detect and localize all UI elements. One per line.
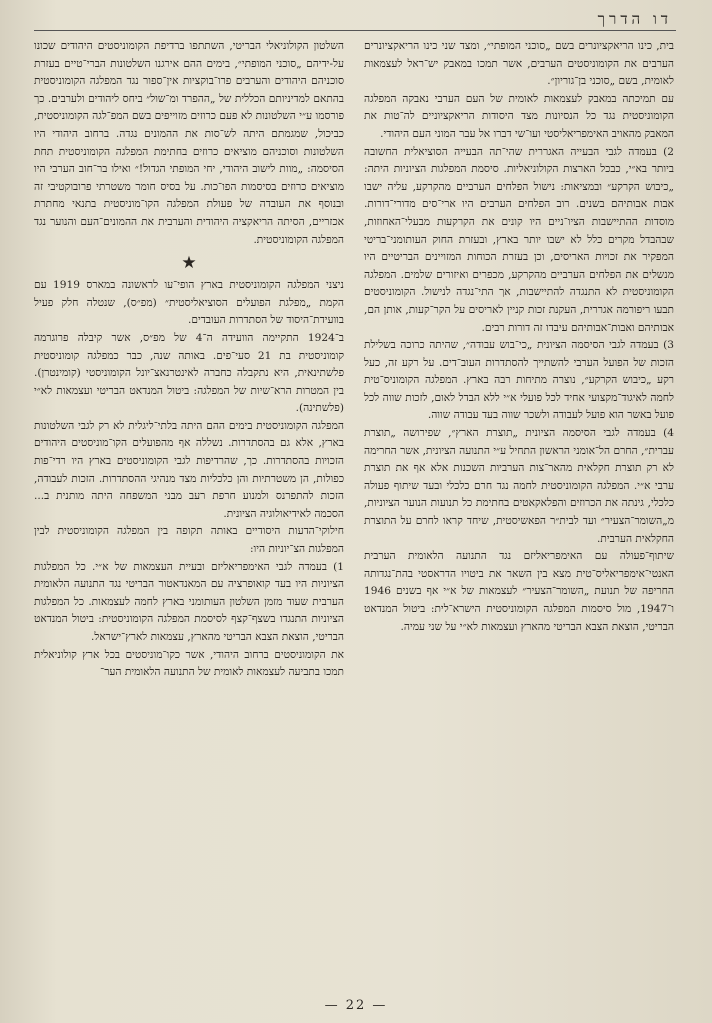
journal-title: דו הדרך <box>597 10 672 28</box>
paragraph: 2) בעמדה לגבי הבעייה האגררית שהי־תה הבעייה הסוציאלית החשובה ביותר בא״י, כבכל הארצות הקולוניאליות. סיסמת המפלגות הציוניות היתה: „כיבוש הקרקע״ ובמציאות: נישול הפלחים הערביים מהקרקע, עליה ישבו אבות אבותיהם בשנים. רוב הפלחים הערבים היו ארי־סים מדורי־דורות. מוסדות ההתיישבות הציו־ניים היו קונים את הקרקעות מבעלי־האחוזות, שבהבדל מקרים כלל לא ישבו יותר בארץ, ובעזרת החוק העותומני־בריטי המפקיר את זכויות האריסים, וכן בעזרת הכוחות המזויינים הבריטיים היו מנשלים את הפלחים הערביים מהקרקע, מכפרים ואיזורים שלמים. המפלגה הקומוניסטית לא התנגדה להתיישבות, אך התי־נגדה לנישול. הקומוניסטים תבעו ריפורמה אגררית, העקנת זכות קניין לאריסים על הקר־קעות, אותן הם, אבותיהם ואבות־אבותיהם עיבדו זה דורות רבים. <box>364 145 674 334</box>
paragraph: חילוקי־הדעות היסודיים באותה תקופה בין המפלגה הקומוניסטית לבין המפלגות הצ־יוניות היו: <box>34 525 344 556</box>
right-column <box>34 38 344 993</box>
paragraph: ב־1924 התקיימה הוועידה ה־4 של מפ״ס, אשר קיבלה פרוגרמה קומוניסטית בת 21 סעי־פים. באותה שנה, כבר כמפלגה קומוניסטית פלשתינאית, היא נתקבלה כחברה לאינטרנאצ־יונל הקומוניסטי (קומינטרן). בין המטרות הרא־שיות של המפלגה: ביטול המנדאט הבריטי ועצמאות לא״י (פלשתינה). <box>34 331 344 415</box>
paragraph: 1) בעמדה לגבי האימפריאליזם ובעיית העצמאות של א״י. כל המפלגות הציוניות היו בעד קואופרציה עם המאנדאטור הבריטי נגד התנועה הלאומית הערבית שעוד מזמן השלטון העותומני בארץ לחמה לעצמאות. כל המפלגות הציוניות התנגדו בשצף־קצף לסיסמת המפלגה הקומוניסטית: ביטול המנדאט הבריטי, הוצאת הצבא הבריטי מהארץ, עצמאות לארץ־ישראל. <box>34 560 344 643</box>
paragraph: עם תמיכתה במאבק לעצמאות לאומית של העם הערבי נאבקה המפלגה הקומוניסטית נגד כל הנסיונות מצד היסודות הריאקציוניים לה־טות את המאבק מהאויב האימפריאליסטי ועו־שי דברו אל עבר המוני העם היהודי. <box>364 92 674 140</box>
page-number: — 22 — <box>324 998 388 1013</box>
left-column <box>364 38 674 993</box>
paragraph: השלטון הקולוניאלי הבריטי, השתתפו ברדיפת הקומוניסטים היהודים שכונו על-ידיהם „סוכני המופתי״, בימים ההם אירגנו השלטונות הברי־טיים בעזרת סוכניהם היהודים והערבים פרו־בוקציות אין־ספור נגד המפלגה הקומוניסטית בהתאם למדיניותם הכללית של „ההפרד ומ־שול״ ביחס ליהודים ולערבים. כך פורסמו ע״י השלטונות לא פעם כרוזים מזוייפים בשם המפ־לגה הקומוניסטית, כביכול, שמגמתם היתה לש־סות את ההמונים נגדה. ברחוב היהודי היו השלטונות וסוכניהם מוציאים כרוזים בחתימת המפלגה הקומוניסטית תחת הסיסמה: „מוות לישוב היהודי, יחי המופתי הגדול!״ ואילו בר־חוב הערבי היו מוציאים כרוזים בסיסמות הפו־כות. על בסיס חומר משטרתי פרובוקטיבי זה ובנוסף את העובדה של פעולת המפלגה הקו־מוניסטית בתנאי מחתרת אכזריים, הסיתה הריאקציה היהודית והערבית את ההמונים־העם והנוער נגד המפלגה הקומוניסטית. <box>34 40 344 246</box>
paragraph: 3) בעמדה לגבי הסיסמה הציונית „כי־בוש עבודה״, שהיתה כרוכה בשלילת הזכות של הפועל הערבי להשתייך להסתדרות העוב־דים. על רקע זה, כעל רקע „כיבוש הקרקע״, נוצרה מתיחות רבה בארץ. המפלגה הקומוניס־טית לחמה לאיגוד־מקצועי אחיד לכל פועלי א״י ללא הבדל לאום, לזכות שווה לכל פועל באשר הוא פועל לעבודה ולשכר שווה בעד עבודה שווה. <box>364 339 674 422</box>
paragraph: ניצני המפלגה הקומוניסטית בארץ הופי־עו לראשונה במארס 1919 עם הקמת „מפלגת הפועלים הסוציאליסטית״ (מפ״ס), שנטלה חלק פעיל בוועידת־היסוד של הסתדרות העובדים. <box>34 279 344 327</box>
paragraph: 4) בעמדה לגבי הסיסמה הציונית „תוצרת הארץ״, שפירושה „תוצרת עברית״, החרם הל־אומני הראשון התחיל ע״י התנועה הציונית, אשר החרימה לא רק תוצרת חקלאית מהאר־צות הערביות השכנות אלא אף את תוצרת ערבי א״י. המפלגה הקומוניסטית לחמה נגד חרם כלכלי ובעד שיתוף פעולה כלכלי, גינתה את הכרוזים והפלאקאטים בחתימת כל תנועות הנוער הציוניות, מ„השומר־הצעיר״ ועד לבית״ר הפאשיסטית, שיחד קראו לחרם על התוצרת החקלאית הערבית. <box>364 427 674 545</box>
paragraph: המפלגה הקומוניסטית בימים ההם היתה בלתי־ליגלית לא רק לגבי השלטונות בארץ, אלא גם בהסתדרות. נשללה אף מהפועלים הקו־מוניסטים היהודים הזכויות בהסתדרות. כך, שהרדיפות לגבי הקומוניסטים בארץ היו רדי־פות כפולות, הן משטרתיות והן כלכליות מצד מנהיגי ההסתדרות. הזכות לעבודה, הזכות להתפרנס ולמנוע חרפת רעב מבני המשפחה היתה מותנית ב... הסכמה לאידיאולוגיה הציונית. <box>34 419 344 520</box>
running-header <box>34 8 676 31</box>
columns <box>34 38 676 993</box>
paragraph: בית, כינו הריאקציונרים בשם „סוכני המופתי״, ומצד שני כינו הריאקציונרים הערבים את הקומוניסטים הערבים, אשר תמכו במאבק יש־ראל לעצמאות לאומית, בשם „סוכני בן־גוריון״. <box>364 40 674 88</box>
paragraph: שיתוף־פעולה עם האימפריאליזם נגד התנועה הלאומית הערבית האנטי־אימפריאליס־טית מצא בין השאר את ביטויו הדראסטי בהת־נגדותה החריפה של תנועת „השומר־הצעיר״ לעצמאות של א״י אף בשנים 1946 ו־1947, מול סיסמות המפלגה הקומוניסטית הישרא־לית: ביטול המנדאט הבריטי, הוצאת הצבא הבריטי מהארץ ועצמאות לא״י על שני עמיה. <box>364 550 674 633</box>
paragraph: את הקומוניסטים ברחוב היהודי, אשר כקו־מוניסטים בכל ארץ קולוניאלית תמכו בתביעה לעצמאות לאומית של התנועה הלאומית הער־ <box>34 648 344 679</box>
star-divider: ★ <box>181 253 197 274</box>
